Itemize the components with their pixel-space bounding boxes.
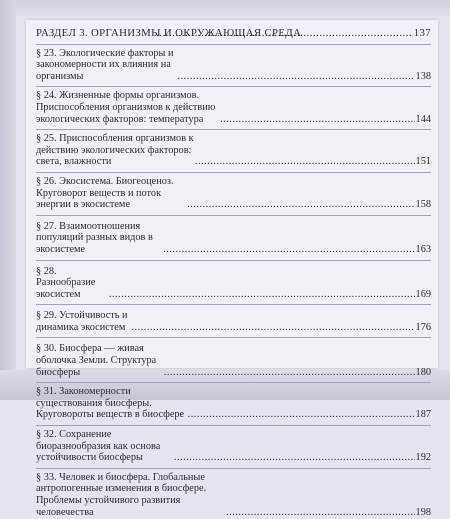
dot-leader	[226, 507, 414, 519]
dot-leader	[164, 367, 415, 379]
book-page	[26, 20, 438, 518]
dot-leader	[109, 289, 415, 301]
entry-title: Разнообразие экосистем	[36, 277, 96, 300]
entry-title: Экосистема. Биогеоценоз. Круговорот веществ и поток энергии в экосистеме	[36, 175, 174, 211]
entry-page-number: 151	[415, 156, 431, 168]
entry-title: Приспособления организмов к действию экологических факторов: света, влажности	[36, 133, 194, 168]
toc-entry-33	[36, 472, 431, 519]
toc-entry-24	[36, 90, 431, 130]
toc-entry-30	[36, 343, 431, 383]
dot-leader	[220, 114, 414, 126]
book-spine-edge	[0, 0, 16, 400]
entry-page-number: 144	[415, 113, 431, 125]
dot-leader	[188, 409, 415, 421]
dot-leader	[174, 452, 415, 464]
entry-title: Экологические факторы и закономерности их влияния на организмы	[36, 47, 174, 82]
section-page-number: 137	[413, 28, 431, 39]
entry-number: § 33.	[36, 471, 57, 483]
entry-page-number: 180	[415, 366, 431, 378]
table-of-contents	[36, 28, 431, 519]
entry-number: § 29.	[36, 310, 57, 322]
entry-number: § 24.	[36, 90, 57, 102]
entry-page-number: 169	[415, 288, 431, 300]
entry-number: § 28.	[36, 265, 57, 277]
entry-page-number: 138	[415, 70, 431, 82]
dot-leader	[195, 156, 415, 168]
entry-title: Устойчивость и динамика экосистем	[36, 310, 128, 333]
entry-page-number: 176	[415, 321, 431, 333]
entry-title: Биосфера — живая оболочка Земли. Структура биосферы	[36, 343, 157, 378]
dot-leader	[187, 199, 414, 211]
toc-entry-23	[36, 48, 431, 88]
entry-page-number: 198	[415, 506, 431, 518]
section-title: РАЗДЕЛ 3. ОРГАНИЗМЫ И ОКРУЖАЮЩАЯ СРЕДА	[36, 28, 302, 39]
book-top-edge	[0, 0, 450, 16]
entry-number: § 25.	[36, 133, 57, 145]
entry-page-number: 192	[415, 452, 431, 464]
toc-entry-26	[36, 176, 431, 216]
toc-entry-28	[36, 266, 431, 306]
entry-title: Жизненные формы организмов. Приспособления организмов к действию экологических факторов: температура	[36, 90, 216, 125]
entry-number: § 23.	[36, 47, 57, 59]
toc-entry-29	[36, 310, 431, 338]
toc-entry-25	[36, 133, 431, 173]
toc-entry-27	[36, 221, 431, 261]
toc-entry-31	[36, 386, 431, 426]
entry-number: § 32.	[36, 429, 57, 441]
entry-title: Взаимоотношения популяций разных видов в экосистеме	[36, 220, 153, 255]
entry-number: § 30.	[36, 343, 57, 355]
entry-page-number: 163	[415, 243, 431, 255]
dot-leader	[131, 322, 414, 334]
dot-leader	[156, 28, 413, 40]
entry-title: Сохранение биоразнообразия как основа устойчивости биосферы	[36, 429, 161, 464]
entry-page-number: 187	[415, 409, 431, 421]
dot-leader	[178, 71, 415, 83]
toc-entry-32	[36, 429, 431, 469]
entry-title: Человек и биосфера. Глобальные антропогенные изменения в биосфере. Проблемы устойчивого развития человечества	[36, 471, 207, 518]
toc-section-heading	[36, 28, 431, 45]
entry-number: § 31.	[36, 386, 57, 398]
entry-title: Закономерности существования биосферы. Круговороты веществ в биосфере	[36, 386, 185, 421]
dot-leader	[163, 244, 414, 256]
entry-number: § 26.	[36, 175, 57, 187]
entry-page-number: 158	[415, 199, 431, 211]
entry-number: § 27.	[36, 220, 57, 232]
